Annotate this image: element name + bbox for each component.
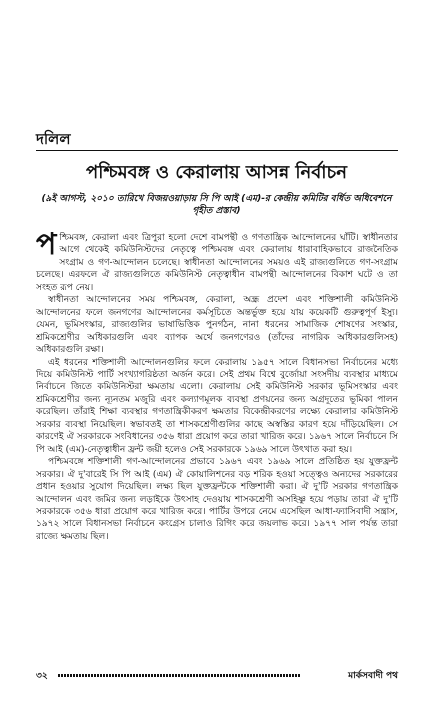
journal-name: মার্কসবাদী পথ [348,671,398,681]
page-number: ৩২ [36,671,48,681]
page-footer [36,668,398,682]
paragraph-3: এই ধরনের শক্তিশালী আন্দোলনগুলির ফলে কেরালায় ১৯৫৭ সালে বিধানসভা নির্বাচনের মধ্যে দিয়ে কমিউনিস্ট পার্টি সংখ্যাগরিষ্ঠতা অর্জন করে। সেই প্রথম বিশ্বে বুর্জোয়া সংসদীয় ব্যবস্থার মাধ্যমে নির্বাচনে জিতে কমিউনিস্টরা ক্ষমতায় এলো। কেরালায় সেই কমিউনিস্ট সরকার ভূমিসংস্কার এবং শ্রমিকশ্রেণীর জন্য ন্যূনতম মজুরি এবং কল্যাণমূলক ব্যবস্থা প্রণয়নের জন্য অগ্রদূতের ভূমিকা পালন করেছিল। তাঁরাই শিক্ষা ব্যবস্থার গণতান্ত্রিকীকরণ ক্ষমতার বিকেন্দ্রীকরণের লক্ষ্যে কেরালার কমিউনিস্ট সরকার ব্যবস্থা নিয়েছিল। স্বভাবতই তা শাসকশ্রেণীগুলির কাছে অস্বস্তির কারণ হয়ে দাঁড়িয়েছিল। সে কারণেই ঐ সরকারকে সংবিধানের ৩৫৬ ধারা প্রয়োগ করে তারা খারিজ করে। ১৯৬৭ সালে নির্বাচনে সি পি আই (এম)-নেতৃত্বাধীন ফ্রন্ট জয়ী হলেও সেই সরকারকে ১৯৬৯ সালে উৎখাত করা হয়। [36,357,398,455]
paragraph-4: পশ্চিমবঙ্গে শক্তিশালী গণ-আন্দোলনের প্রভাবে ১৯৬৭ এবং ১৯৬৯ সালে প্রতিষ্ঠিত হয় যুক্তফ্রন্ট সরকার। ঐ দু'বারেই সি পি আই (এম) ঐ কোয়ালিশনের বড় শরিক হওয়া সত্ত্বেও অন্যদের সরকারের প্রধান হওয়ার সুযোগ দিয়েছিল। লক্ষ্য ছিল যুক্তফ্রন্টকে শক্তিশালী করা। ঐ দু'টি সরকার গণতান্ত্রিক আন্দোলন এবং জমির জন্য লড়াইকে উৎসাহ দেওয়ায় শাসকশ্রেণী অসহিষ্ণু হয়ে পড়ায় তারা ঐ দু'টি সরকারকে ৩৫৬ ধারা প্রয়োগ করে খারিজ করে। পার্টির উপরে নেমে এসেছিল আধা-ফ্যাসিবাদী সন্ত্রাস, ১৯৭২ সালে বিধানসভা নির্বাচনে কংগ্রেস চালাও রিগিং করে জয়লাভ করে। ১৯৭৭ সাল পর্যন্ত তারা রাজ্যে ক্ষমতায় ছিল। [36,457,398,542]
footer-rule [58,674,300,677]
paragraph-2: স্বাধীনতা আন্দোলনের সময় পশ্চিমবঙ্গ, কেরালা, অন্ধ্র প্রদেশ এবং শক্তিশালী কমিউনিস্ট আন্দোলনের ফলে জনগণের আন্দোলনের কর্মসূচিতে অন্তর্ভুক্ত হয়ে যায় কয়েকটি গুরুত্বপূর্ণ ইস্যু। যেমন, ভূমিসংস্কার, রাজ্যগুলির ভাষাভিত্তিক পুনর্গঠন, নানা ধরনের সামাজিক শোষণের সংস্কার, শ্রমিকশ্রেণীর অধিকারগুলি এবং ব্যাপক অর্থে জনগণেরও (তাঁদের নাগরিক অধিকারগুলিসহ) অধিকারগুলি রক্ষা। [36,295,398,356]
paragraph-1-text: শ্চিমবঙ্গ, কেরালা এবং ত্রিপুরা হলো দেশে বামপন্থী ও গণতান্ত্রিক আন্দোলনের ঘাঁটি। স্বাধীনতার আগে থেকেই কমিউনিস্টদের নেতৃত্বে পশ্চিমবঙ্গ এবং কেরালায় ধারাবাহিকভাবে রাজনৈতিক সংগ্রাম ও গণ-আন্দোলন চলেছে। স্বাধীনতা আন্দোলনের সময়ও এই রাজ্যগুলিতে গণ-সংগ্রাম চলেছে। এরফলে ঐ রাজ্যগুলিতে কমিউনিস্ট নেতৃত্বাধীন বামপন্থী আন্দোলনের বিকাশ ঘটে ও তা সংহত রূপ নেয়। [36,233,398,293]
article-subtitle: (৯ই আগস্ট, ২০১০ তারিখে বিজয়ওয়াড়ায় সি পি আই (এম)-র কেন্দ্রীয় কমিটির বর্ধিত অধিবেশনে গৃহীত প্রস্তাব) [41,194,392,216]
drop-cap: প [36,232,57,262]
section-label: দলিল [36,130,71,148]
paragraph-1 [36,232,398,294]
article-body [36,232,398,642]
article-title: পশ্চিমবঙ্গ ও কেরালায় আসন্ন নির্বাচন [86,162,347,183]
section-divider [36,150,398,151]
